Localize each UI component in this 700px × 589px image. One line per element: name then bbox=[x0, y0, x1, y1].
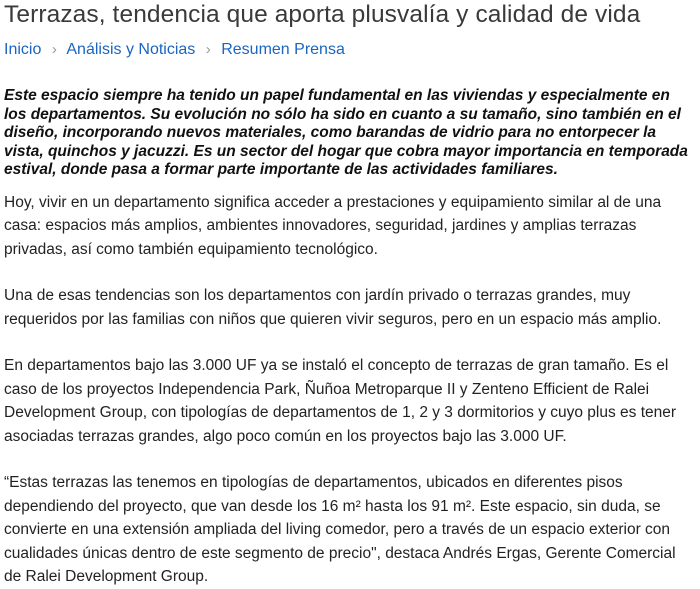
article-paragraph-2: Una de esas tendencias son los departamentos con jardín privado o terrazas grandes, muy requeridos por las familias con niños que quieren vivir seguros, pero en un espacio más amplio. bbox=[4, 287, 662, 328]
breadcrumb-separator-icon: › bbox=[205, 41, 211, 58]
breadcrumb bbox=[4, 40, 694, 60]
article-paragraph-1: Hoy, vivir en un departamento significa acceder a prestaciones y equipamiento similar al de una casa: espacios más amplios, ambientes innovadores, seguridad, jardines y amplias terrazas privadas, así como también equipamiento tecnológico. bbox=[4, 193, 662, 258]
article-title: Terrazas, tendencia que aporta plusvalía y calidad de vida bbox=[4, 1, 641, 28]
article-paragraph-4: “Estas terrazas las tenemos en tipologías de departamentos, ubicados en diferentes pisos dependiendo del proyecto, que van desde los 16 m² hasta los 91 m². Este espacio, sin duda, se convierte en una extensión ampliada del living comedor, pero a través de un espacio exterior con cualidades únicas dentro de este segmento de precio", destaca Andrés Ergas, Gerente Comercial de Ralei Development Group. bbox=[4, 474, 676, 585]
breadcrumb-resumen-prensa-link[interactable]: Resumen Prensa bbox=[221, 41, 345, 58]
article-page bbox=[4, 0, 694, 589]
breadcrumb-inicio-link[interactable]: Inicio bbox=[4, 41, 42, 58]
breadcrumb-analisis-noticias-link[interactable]: Análisis y Noticias bbox=[66, 41, 196, 58]
article-lead: Este espacio siempre ha tenido un papel fundamental en las viviendas y especialmente en los departamentos. Su evolución no sólo ha sido en cuanto a su tamaño, sino también en el diseño, incorporando nuevos materiales, como barandas de vidrio para no entorpecer la vista, quinchos y jacuzzi. Es un sector del hogar que cobra mayor importancia en temporada estival, donde pasa a formar parte importante de las actividades familiares. bbox=[4, 87, 688, 178]
article-paragraph-3: En departamentos bajo las 3.000 UF ya se instaló el concepto de terrazas de gran tamaño. Es el caso de los proyectos Independencia Park, Ñuñoa Metroparque II y Zenteno Efficient de Ralei Development Group, con tipologías de departamentos de 1, 2 y 3 dormitorios y cuyo plus es tener asociadas terrazas grandes, algo poco común en los proyectos bajo las 3.000 UF. bbox=[4, 357, 677, 445]
breadcrumb-separator-icon: › bbox=[51, 41, 57, 58]
